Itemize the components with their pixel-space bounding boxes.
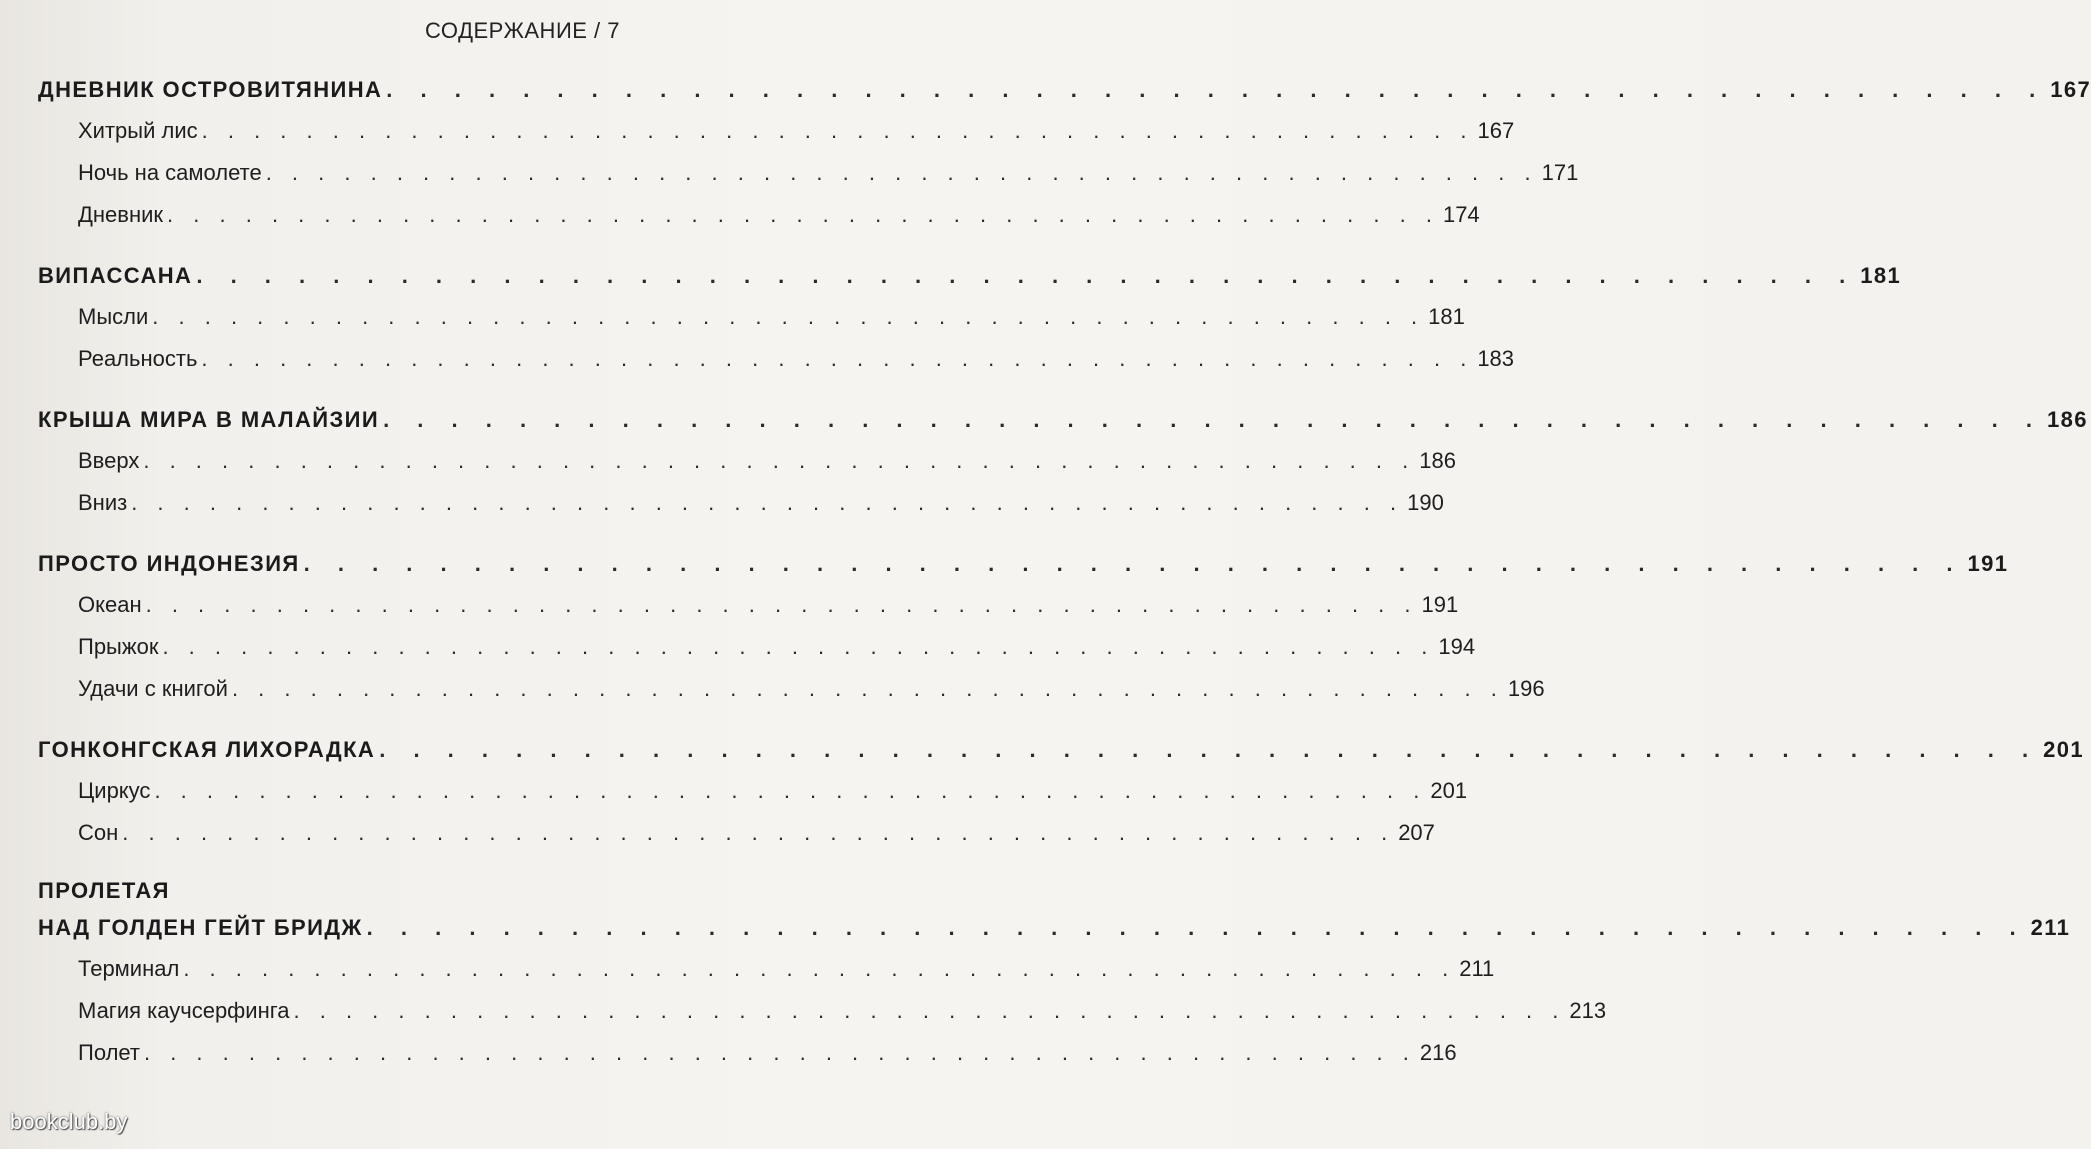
- section-page-number: 211: [2030, 915, 2071, 940]
- dot-leader: . . . . . . . . . . . . . . . . . . . . . . . . . . . . . . . . . . . . . . . . . . . . . . . . .: [131, 490, 1404, 515]
- entry-page-number: 196: [1507, 676, 1545, 701]
- entry-title: Магия каучсерфинга: [78, 998, 290, 1023]
- toc-entry: [38, 152, 1579, 194]
- toc-section: [38, 874, 2071, 1074]
- dot-leader: . . . . . . . . . . . . . . . . . . . . . . . . . . . . . . . . . . . . . . . . . . . . . . . . .: [293, 998, 1566, 1023]
- entry-title: Мысли: [78, 304, 149, 329]
- table-of-contents: [38, 70, 2091, 1094]
- dot-leader: . . . . . . . . . . . . . . . . . . . . . . . . . . . . . . . . . . . . . . . . . . . . . . . . .: [386, 77, 2047, 102]
- section-title: ГОНКОНГСКАЯ ЛИХОРАДКА: [38, 737, 376, 762]
- section-title: ВИПАССАНА: [38, 263, 193, 288]
- section-page-number: 191: [1967, 551, 2009, 576]
- entry-page-number: 171: [1541, 160, 1579, 185]
- dot-leader: . . . . . . . . . . . . . . . . . . . . . . . . . . . . . . . . . . . . . . . . . . . . . . . . .: [265, 160, 1538, 185]
- section-heading: [38, 256, 1902, 296]
- section-page-number: 167: [2050, 77, 2091, 102]
- entry-page-number: 186: [1419, 448, 1456, 473]
- section-title: НАД ГОЛДЕН ГЕЙТ БРИДЖ: [38, 915, 363, 940]
- section-heading: [38, 544, 2009, 584]
- entry-title: Удачи с книгой: [78, 676, 228, 701]
- dot-leader: . . . . . . . . . . . . . . . . . . . . . . . . . . . . . . . . . . . . . . . . . . . . . . . . .: [201, 118, 1474, 143]
- dot-leader: . . . . . . . . . . . . . . . . . . . . . . . . . . . . . . . . . . . . . . . . . . . . . . . . .: [379, 737, 2040, 762]
- entry-title: Вниз: [78, 490, 128, 515]
- running-head: СОДЕРЖАНИЕ / 7: [425, 18, 620, 43]
- toc-entry: [38, 668, 1545, 710]
- dot-leader: . . . . . . . . . . . . . . . . . . . . . . . . . . . . . . . . . . . . . . . . . . . . . . . . .: [303, 551, 1964, 576]
- toc-entry: [38, 584, 1459, 626]
- entry-title: Ночь на самолете: [78, 160, 262, 185]
- entry-title: Прыжок: [78, 634, 159, 659]
- entry-page-number: 194: [1438, 634, 1476, 659]
- section-heading: [38, 70, 2091, 110]
- toc-entry: [38, 948, 1495, 990]
- dot-leader: . . . . . . . . . . . . . . . . . . . . . . . . . . . . . . . . . . . . . . . . . . . . . . . . .: [201, 346, 1474, 371]
- section-title-line1: ПРОЛЕТАЯ: [38, 878, 170, 903]
- toc-entry: [38, 194, 1480, 236]
- entry-title: Терминал: [78, 956, 180, 981]
- dot-leader: . . . . . . . . . . . . . . . . . . . . . . . . . . . . . . . . . . . . . . . . . . . . . . . . .: [383, 407, 2043, 432]
- entry-page-number: 190: [1407, 490, 1444, 515]
- dot-leader: . . . . . . . . . . . . . . . . . . . . . . . . . . . . . . . . . . . . . . . . . . . . . . . . .: [167, 202, 1439, 227]
- entry-title: Океан: [78, 592, 142, 617]
- toc-entry: [38, 1032, 1457, 1074]
- entry-page-number: 207: [1398, 820, 1435, 845]
- toc-section: [38, 730, 2085, 854]
- entry-page-number: 191: [1421, 592, 1459, 617]
- entry-title: Циркус: [78, 778, 151, 803]
- dot-leader: . . . . . . . . . . . . . . . . . . . . . . . . . . . . . . . . . . . . . . . . . . . . . . . . .: [162, 634, 1435, 659]
- toc-section: [38, 256, 1902, 380]
- toc-entry: [38, 990, 1607, 1032]
- toc-entry: [38, 110, 1515, 152]
- dot-leader: . . . . . . . . . . . . . . . . . . . . . . . . . . . . . . . . . . . . . . . . . . . . . . . . .: [122, 820, 1395, 845]
- toc-section: [38, 544, 2009, 710]
- dot-leader: . . . . . . . . . . . . . . . . . . . . . . . . . . . . . . . . . . . . . . . . . . . . . . . . .: [366, 915, 2027, 940]
- dot-leader: . . . . . . . . . . . . . . . . . . . . . . . . . . . . . . . . . . . . . . . . . . . . . . . . .: [152, 304, 1425, 329]
- entry-title: Хитрый лис: [78, 118, 198, 143]
- entry-title: Сон: [78, 820, 119, 845]
- entry-title: Полет: [78, 1040, 140, 1065]
- toc-section: [38, 70, 2091, 236]
- section-heading: [38, 730, 2085, 770]
- toc-entry: [38, 482, 1444, 524]
- entry-page-number: 211: [1459, 956, 1495, 981]
- section-page-number: 186: [2046, 407, 2088, 432]
- entry-page-number: 216: [1419, 1040, 1457, 1065]
- section-title: ДНЕВНИК ОСТРОВИТЯНИНА: [38, 77, 383, 102]
- section-title: КРЫША МИРА В МАЛАЙЗИИ: [38, 407, 380, 432]
- dot-leader: . . . . . . . . . . . . . . . . . . . . . . . . . . . . . . . . . . . . . . . . . . . . . . . . .: [145, 592, 1418, 617]
- entry-title: Дневник: [78, 202, 164, 227]
- toc-entry: [38, 296, 1465, 338]
- toc-entry: [38, 812, 1435, 854]
- toc-entry: [38, 770, 1468, 812]
- dot-leader: . . . . . . . . . . . . . . . . . . . . . . . . . . . . . . . . . . . . . . . . . . . . . . . . .: [231, 676, 1504, 701]
- dot-leader: . . . . . . . . . . . . . . . . . . . . . . . . . . . . . . . . . . . . . . . . . . . . . . . . .: [154, 778, 1427, 803]
- entry-title: Реальность: [78, 346, 198, 371]
- section-heading: [38, 908, 2071, 948]
- toc-entry: [38, 440, 1456, 482]
- dot-leader: . . . . . . . . . . . . . . . . . . . . . . . . . . . . . . . . . . . . . . . . . . . . . . . . .: [196, 263, 1857, 288]
- entry-page-number: 174: [1442, 202, 1480, 227]
- section-heading: [38, 400, 2088, 440]
- entry-page-number: 201: [1430, 778, 1468, 803]
- entry-page-number: 183: [1477, 346, 1515, 371]
- section-page-number: 181: [1860, 263, 1902, 288]
- toc-entry: [38, 626, 1476, 668]
- dot-leader: . . . . . . . . . . . . . . . . . . . . . . . . . . . . . . . . . . . . . . . . . . . . . . . . .: [143, 448, 1416, 473]
- entry-page-number: 181: [1428, 304, 1465, 329]
- toc-entry: [38, 338, 1515, 380]
- entry-page-number: 167: [1477, 118, 1515, 143]
- toc-section: [38, 400, 2088, 524]
- section-page-number: 201: [2043, 737, 2085, 762]
- dot-leader: . . . . . . . . . . . . . . . . . . . . . . . . . . . . . . . . . . . . . . . . . . . . . . . . .: [183, 956, 1456, 981]
- entry-page-number: 213: [1569, 998, 1607, 1023]
- section-title: ПРОСТО ИНДОНЕЗИЯ: [38, 551, 300, 576]
- entry-title: Вверх: [78, 448, 140, 473]
- watermark: bookclub.by: [10, 1109, 128, 1134]
- dot-leader: . . . . . . . . . . . . . . . . . . . . . . . . . . . . . . . . . . . . . . . . . . . . . . . . .: [143, 1040, 1416, 1065]
